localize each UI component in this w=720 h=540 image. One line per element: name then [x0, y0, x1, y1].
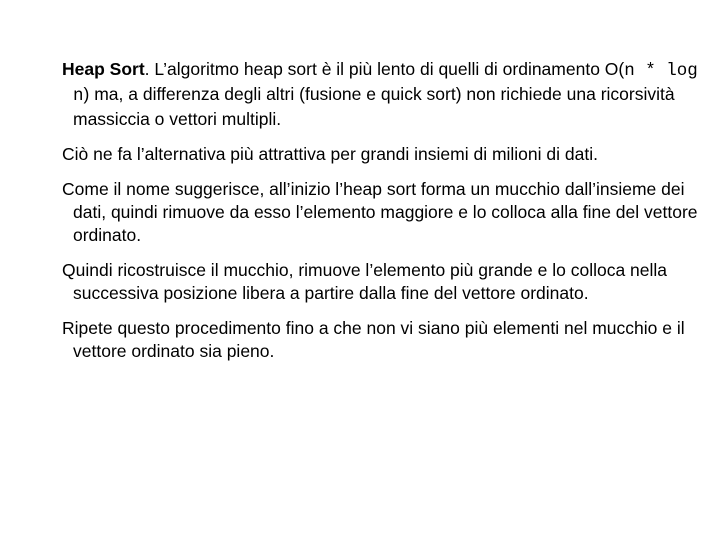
paragraph-rebuild-heap: Quindi ricostruisce il mucchio, rimuove l’elemento più grande e lo colloca nella successiva posizione libera a partire dalla fine del vettore ordinato. — [62, 260, 668, 303]
heap-sort-title: Heap Sort — [62, 59, 145, 79]
complexity-code: n * log n — [73, 61, 698, 106]
paragraph-repeat: Ripete questo procedimento fino a che non vi siano più elementi nel mucchio e il vettore ordinato sia pieno. — [62, 318, 685, 361]
paragraph-build-heap: Come il nome suggerisce, all’inizio l’heap sort forma un mucchio dall’insieme dei dati, quindi rimuove da esso l’elemento maggiore e lo colloca alla fine del vettore ordinato. — [62, 179, 698, 245]
intro-text-a: . L’algoritmo heap sort è il più lento di quelli di ordinamento O( — [144, 59, 625, 79]
intro-text-b: ) ma, a differenza degli altri (fusione e quick sort) non richiede una ricorsività massiccia o vettori multipli. — [73, 84, 675, 129]
slide-content — [62, 58, 702, 375]
paragraph-heap-sort-intro — [62, 58, 702, 131]
paragraph-advantage: Ciò ne fa l’alternativa più attrattiva per grandi insiemi di milioni di dati. — [62, 144, 598, 164]
